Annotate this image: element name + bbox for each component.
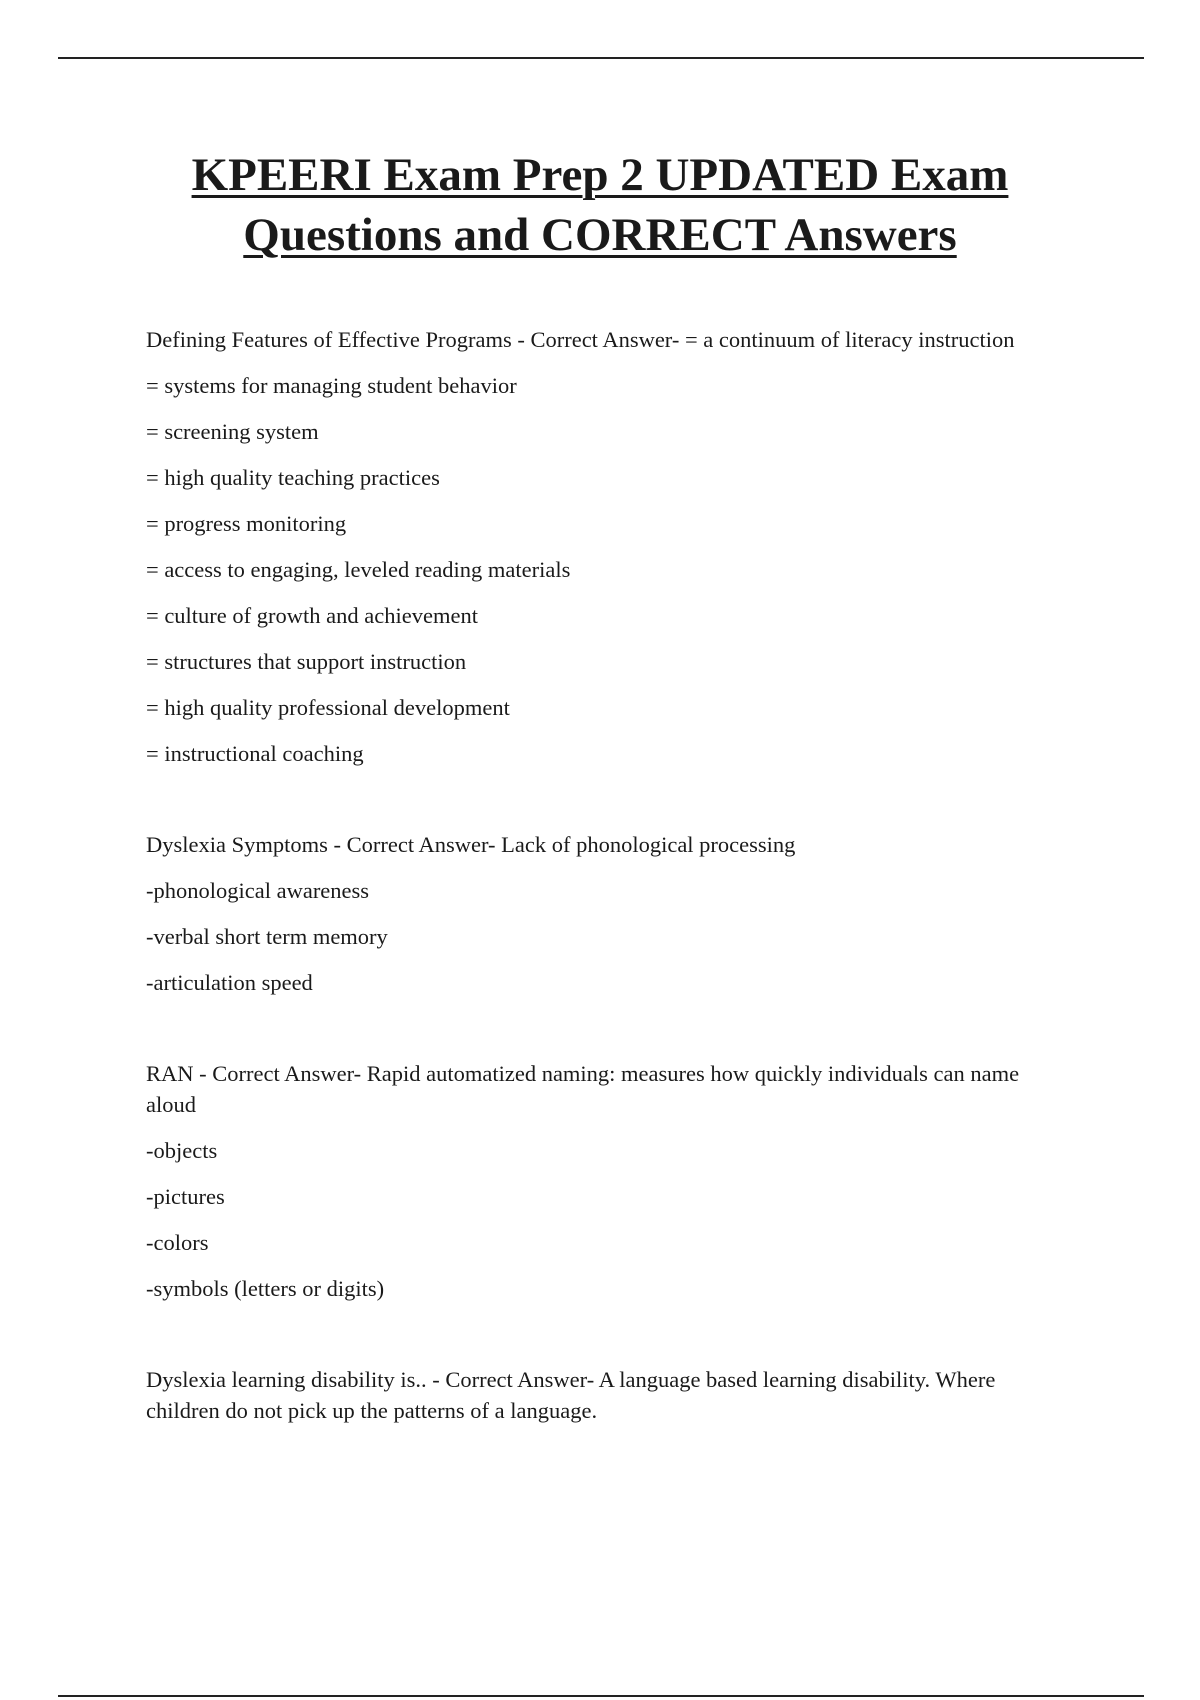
qa-block-dyslexia-disability: [146, 1364, 1046, 1426]
qa-block-ran: [146, 1058, 1046, 1304]
qa-item: -colors: [146, 1230, 209, 1255]
qa-item: = high quality teaching practices: [146, 465, 440, 490]
title-line-2: Questions and CORRECT Answers: [243, 209, 957, 261]
top-rule: [58, 57, 1144, 59]
qa-item: -phonological awareness: [146, 878, 370, 903]
qa-item: = high quality professional development: [146, 695, 510, 720]
bottom-rule: [58, 1695, 1144, 1697]
qa-item: = instructional coaching: [146, 741, 364, 766]
qa-item: -pictures: [146, 1184, 225, 1209]
qa-item: = culture of growth and achievement: [146, 603, 478, 628]
qa-question: RAN - Correct Answer- Rapid automatized naming: measures how quickly individuals can name aloud: [146, 1061, 1020, 1117]
qa-item: = screening system: [146, 419, 319, 444]
qa-item: = progress monitoring: [146, 511, 347, 536]
qa-question: Dyslexia learning disability is.. - Correct Answer- A language based learning disability. Where children do not pick up the patterns of a language.: [146, 1367, 996, 1423]
page-title: [100, 145, 1100, 265]
qa-item: -verbal short term memory: [146, 924, 388, 949]
qa-question: Defining Features of Effective Programs - Correct Answer- = a continuum of literacy instruction: [146, 327, 1015, 352]
document-body: [146, 324, 1046, 1486]
qa-item: = structures that support instruction: [146, 649, 467, 674]
title-line-1: KPEERI Exam Prep 2 UPDATED Exam: [191, 149, 1009, 201]
qa-block-dyslexia-symptoms: [146, 829, 1046, 998]
qa-item: -articulation speed: [146, 970, 313, 995]
qa-item: = systems for managing student behavior: [146, 373, 517, 398]
qa-item: -symbols (letters or digits): [146, 1276, 385, 1301]
qa-question: Dyslexia Symptoms - Correct Answer- Lack of phonological processing: [146, 832, 796, 857]
qa-item: -objects: [146, 1138, 218, 1163]
qa-item: = access to engaging, leveled reading materials: [146, 557, 571, 582]
qa-block-effective-programs: [146, 324, 1046, 769]
